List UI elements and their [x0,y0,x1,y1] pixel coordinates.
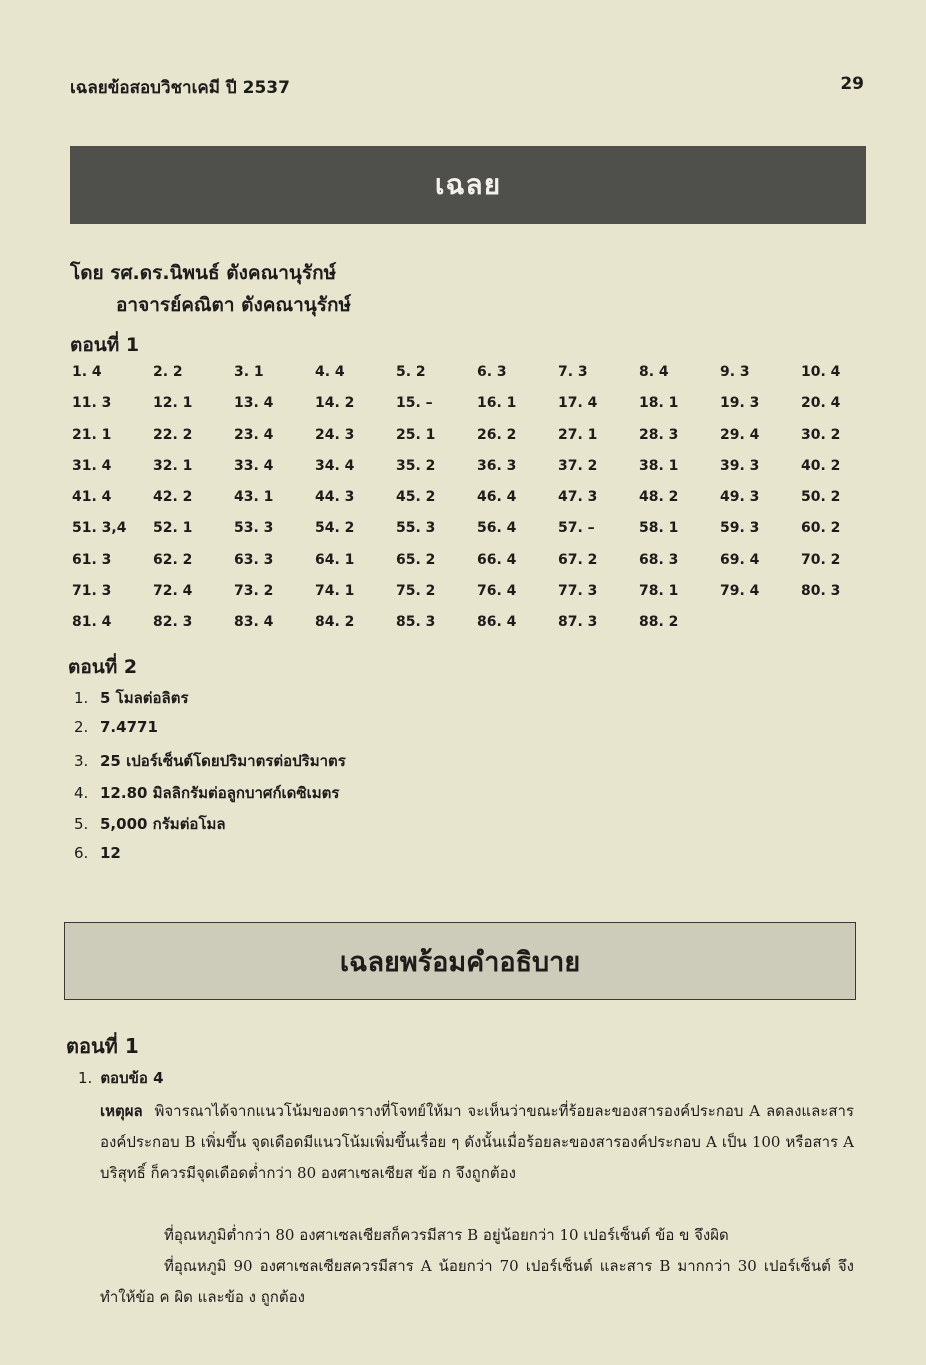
answer-cell: 77. 3 [558,583,598,600]
answer-cell: 39. 3 [720,457,760,474]
answer-cell: 41. 4 [72,489,112,506]
answer-cell: 82. 3 [153,614,193,631]
explanation-answer-text: ตอบข้อ 4 [100,1069,164,1087]
answer-cell: 20. 4 [801,395,841,412]
list-item-text: 5 โมลต่อลิตร [100,689,189,707]
answer-cell: 23. 4 [234,426,274,443]
list-item-text: 25 เปอร์เซ็นต์โดยปริมาตรต่อปริมาตร [100,752,346,770]
answer-cell: 36. 3 [477,457,517,474]
answer-cell: 25. 1 [396,426,436,443]
answer-cell: 68. 3 [639,551,679,568]
answer-cell: 71. 3 [72,583,112,600]
answer-cell: 5. 2 [396,364,426,380]
answer-cell: 72. 4 [153,583,193,600]
answer-cell: 6. 3 [477,364,507,380]
answer-cell: 73. 2 [234,583,274,600]
answer-cell: 26. 2 [477,426,517,443]
answer-cell: 24. 3 [315,426,355,443]
answer-cell: 86. 4 [477,614,517,631]
list-item [74,718,346,750]
answer-cell: 85. 3 [396,614,436,631]
answer-cell: 38. 1 [639,457,679,474]
answer-cell: 54. 2 [315,520,355,537]
answer-cell: 57. – [558,520,595,537]
running-header [70,74,864,101]
list-item [74,812,346,844]
answer-cell: 88. 2 [639,614,679,631]
answer-cell: 32. 1 [153,457,193,474]
answer-cell: 4. 4 [315,364,345,380]
answer-cell: 44. 3 [315,489,355,506]
list-item-number: 3. [74,752,89,770]
answer-cell: 65. 2 [396,551,436,568]
answer-cell: 15. – [396,395,433,412]
answer-cell: 21. 1 [72,426,112,443]
answer-cell: 27. 1 [558,426,598,443]
answer-cell: 3. 1 [234,364,264,380]
explanation-item-number: 1. [78,1069,93,1087]
answer-cell: 53. 3 [234,520,274,537]
answer-cell: 7. 3 [558,364,588,380]
answer-cell: 83. 4 [234,614,274,631]
answer-cell: 49. 3 [720,489,760,506]
list-item [74,781,346,813]
explanation-banner [64,922,856,1000]
part2-answer-list [74,686,346,875]
explanation-paragraph-1 [100,1096,854,1189]
explanation-paragraph-2: ที่อุณหภูมิต่ำกว่า 80 องศาเซลเซียสก็ควรมีสาร B อยู่น้อยกว่า 10 เปอร์เซ็นต์ ข้อ ข จึงผิด [164,1226,729,1244]
header-title: เฉลยข้อสอบวิชาเคมี ปี 2537 [70,78,290,98]
answer-cell: 33. 4 [234,457,274,474]
list-item-text: 5,000 กรัมต่อโมล [100,815,226,833]
answer-cell: 70. 2 [801,551,841,568]
answer-cell: 28. 3 [639,426,679,443]
answer-cell: 43. 1 [234,489,274,506]
part1-heading: ตอนที่ 1 [70,334,140,356]
answer-cell: 17. 4 [558,395,598,412]
reason-text: พิจารณาได้จากแนวโน้มของตารางที่โจทย์ให้มา จะเห็นว่าขณะที่ร้อยละของสารองค์ประกอบ A ลดลงและสารองค์ประกอบ B เพิ่มขึ้น จุดเดือดมีแนวโน้มเพิ่มขึ้นเรื่อย ๆ ดังนั้นเมื่อร้อยละของสารองค์ประกอบ A เป็น 100 หรือสาร A บริสุทธิ์ ก็ควรมีจุดเดือดต่ำกว่า 80 องศาเซลเซียส ข้อ ก จึงถูกต้อง [100,1102,854,1182]
answer-cell: 48. 2 [639,489,679,506]
answer-cell: 47. 3 [558,489,598,506]
list-item-number: 2. [74,717,89,736]
list-item-text: 7.4771 [100,717,158,736]
answer-cell: 69. 4 [720,551,760,568]
answer-cell: 61. 3 [72,551,112,568]
answer-cell: 80. 3 [801,583,841,600]
answer-cell: 81. 4 [72,614,112,631]
author-line-1: โดย รศ.ดร.นิพนธ์ ตังคณานุรักษ์ [70,262,337,284]
author-line-2: อาจารย์คณิตา ตังคณานุรักษ์ [116,294,352,316]
list-item [74,844,346,876]
answer-cell: 75. 2 [396,583,436,600]
answer-cell: 60. 2 [801,520,841,537]
list-item-number: 1. [74,689,89,707]
list-item-number: 6. [74,843,89,862]
explanation-title: เฉลยพร้อมคำอธิบาย [339,946,581,978]
answer-cell: 16. 1 [477,395,517,412]
answer-cell: 59. 3 [720,520,760,537]
answer-cell: 78. 1 [639,583,679,600]
answer-cell: 1. 4 [72,364,102,380]
list-item-text: 12 [100,843,121,862]
answer-cell: 58. 1 [639,520,679,537]
answer-cell: 62. 2 [153,551,193,568]
list-item [74,749,346,781]
answer-cell: 34. 4 [315,457,355,474]
list-item-number: 4. [74,783,89,802]
answer-cell: 22. 2 [153,426,193,443]
answer-cell: 11. 3 [72,395,112,412]
answer-cell: 19. 3 [720,395,760,412]
answer-cell: 35. 2 [396,457,436,474]
answer-cell: 10. 4 [801,364,841,380]
answer-cell: 40. 2 [801,457,841,474]
answer-cell: 56. 4 [477,520,517,537]
explanation-part1-heading: ตอนที่ 1 [66,1034,139,1058]
answer-cell: 46. 4 [477,489,517,506]
answer-cell: 29. 4 [720,426,760,443]
answer-cell: 66. 4 [477,551,517,568]
answer-cell: 87. 3 [558,614,598,631]
answer-cell: 31. 4 [72,457,112,474]
answer-cell: 12. 1 [153,395,193,412]
part2-heading: ตอนที่ 2 [68,656,138,678]
explanation-item-1-answer [78,1066,164,1090]
answer-cell: 63. 3 [234,551,274,568]
answer-cell: 13. 4 [234,395,274,412]
answer-cell: 2. 2 [153,364,183,380]
answer-cell: 14. 2 [315,395,355,412]
answer-cell: 30. 2 [801,426,841,443]
answer-grid [68,364,878,646]
answer-cell: 18. 1 [639,395,679,412]
answer-cell: 76. 4 [477,583,517,600]
page-number: 29 [840,74,864,94]
answer-cell: 42. 2 [153,489,193,506]
explanation-paragraph-3: ที่อุณหภูมิ 90 องศาเซลเซียสควรมีสาร A น้อยกว่า 70 เปอร์เซ็นต์ และสาร B มากกว่า 30 เปอร์เซ็นต์ จึงทำให้ข้อ ค ผิด และข้อ ง ถูกต้อง [100,1257,854,1306]
answer-cell: 51. 3,4 [72,520,127,537]
reason-label: เหตุผล [100,1102,143,1120]
answer-cell: 8. 4 [639,364,669,380]
answer-cell: 9. 3 [720,364,750,380]
answer-cell: 79. 4 [720,583,760,600]
answer-cell: 50. 2 [801,489,841,506]
answer-cell: 55. 3 [396,520,436,537]
answer-cell: 52. 1 [153,520,193,537]
answer-cell: 37. 2 [558,457,598,474]
answer-cell: 84. 2 [315,614,355,631]
answer-cell: 64. 1 [315,551,355,568]
answer-cell: 67. 2 [558,551,598,568]
answer-key-banner [70,146,866,224]
answer-key-title: เฉลย [434,168,502,201]
answer-cell: 45. 2 [396,489,436,506]
list-item-text: 12.80 มิลลิกรัมต่อลูกบาศก์เดซิเมตร [100,783,340,802]
list-item [74,686,346,718]
answer-cell: 74. 1 [315,583,355,600]
list-item-number: 5. [74,815,89,833]
